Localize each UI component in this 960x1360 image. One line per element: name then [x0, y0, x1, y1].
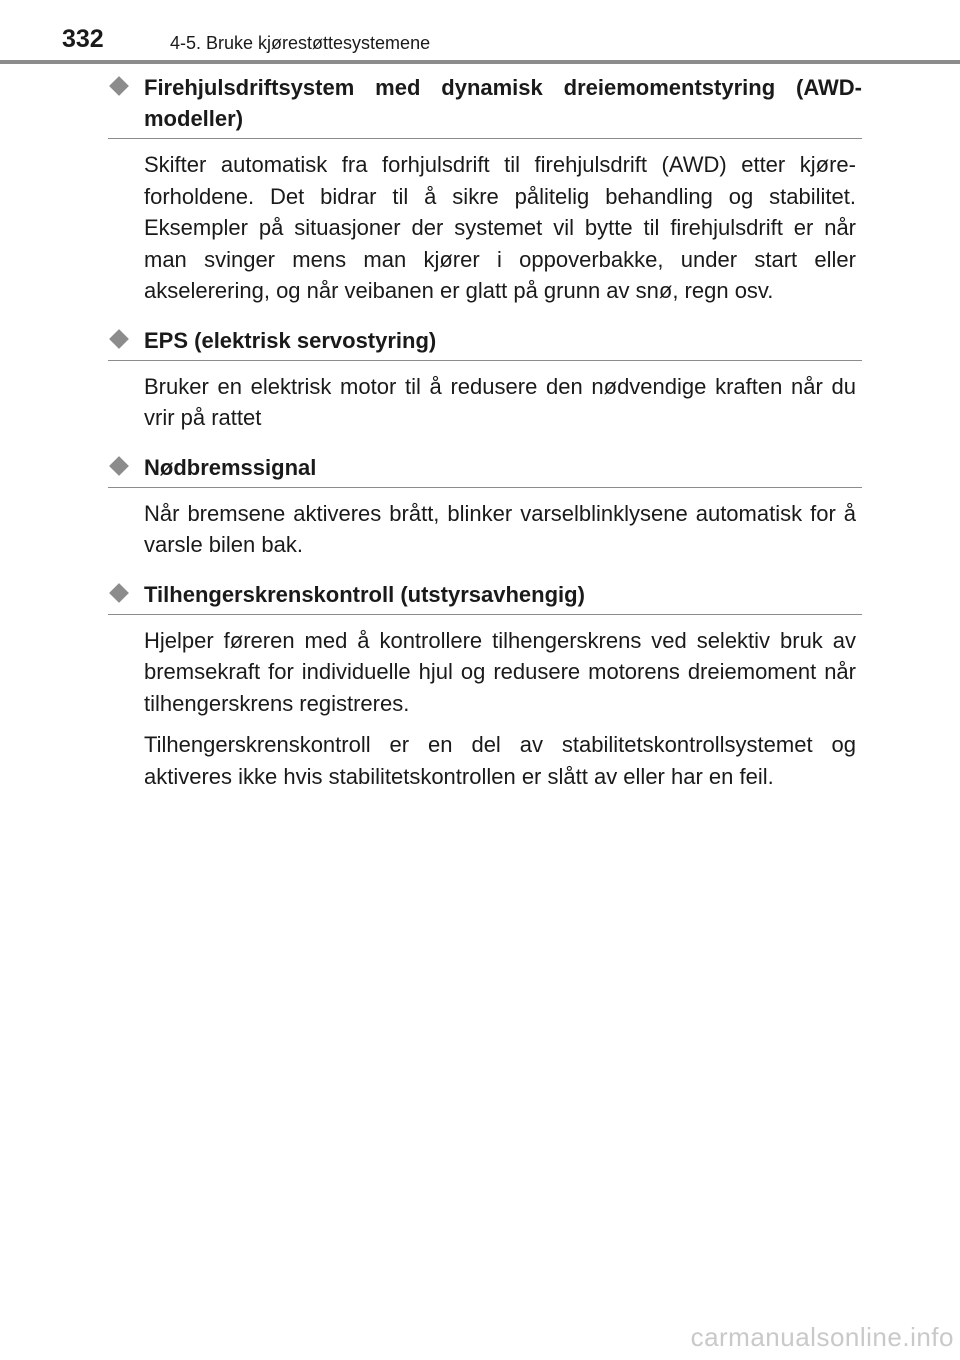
- section-paragraph: Skifter automatisk fra forhjulsdrift til firehjulsdrift (AWD) etter kjøreforholdene. Det bidrar til å sikre pålitelig behandling og stabilitet. Eksempler på situasjoner der systemet vil bytte til firehjulsdrift er når man svinger mens man kjører i oppoverbakke, under start eller akselerering, og når veibanen er glatt på grunn av snø, regn osv.: [144, 152, 856, 303]
- section-trailer-sway-control: [108, 579, 862, 793]
- page-number: 332: [62, 25, 104, 53]
- section-emergency-brake-signal: [108, 452, 862, 561]
- header-divider: [0, 60, 960, 64]
- section-paragraph: Bruker en elektrisk motor til å redusere den nødvendige kraften når du vrir på rattet: [144, 373, 856, 430]
- page-header: [0, 0, 960, 66]
- section-heading: [108, 452, 862, 488]
- section-awd: [108, 72, 862, 307]
- chapter-title: 4-5. Bruke kjørestøttesystemene: [170, 33, 431, 53]
- section-heading: [108, 325, 862, 361]
- section-title: Tilhengerskrenskontroll (utstyrsavhengig): [144, 581, 585, 607]
- diamond-bullet-icon: [109, 76, 129, 96]
- section-title: Firehjulsdriftsystem med dynamisk dreiemomentstyring (AWD-modeller): [144, 75, 862, 131]
- page-content: [108, 72, 862, 792]
- section-eps: [108, 325, 862, 434]
- section-paragraph: Når bremsene aktiveres brått, blinker varselblinklysene automatisk for å varsle bilen bak.: [144, 500, 856, 557]
- section-paragraph: Hjelper føreren med å kontrollere tilhengerskrens ved selektiv bruk av bremsekraft for individuelle hjul og redusere motorens dreiemoment når tilhengerskrens registreres.: [144, 627, 856, 716]
- section-title: EPS (elektrisk servostyring): [144, 327, 437, 353]
- section-title: Nødbremssignal: [144, 454, 317, 480]
- diamond-bullet-icon: [109, 456, 129, 476]
- watermark: carmanualsonline.info: [690, 1322, 954, 1352]
- diamond-bullet-icon: [109, 583, 129, 603]
- section-heading: [108, 579, 862, 615]
- section-paragraph: Tilhengerskrenskontroll er en del av stabilitetskontrollsystemet og aktiveres ikke hvis stabilitetskontrollen er slått av eller har en feil.: [144, 732, 856, 789]
- section-heading: [108, 72, 862, 139]
- diamond-bullet-icon: [109, 329, 129, 349]
